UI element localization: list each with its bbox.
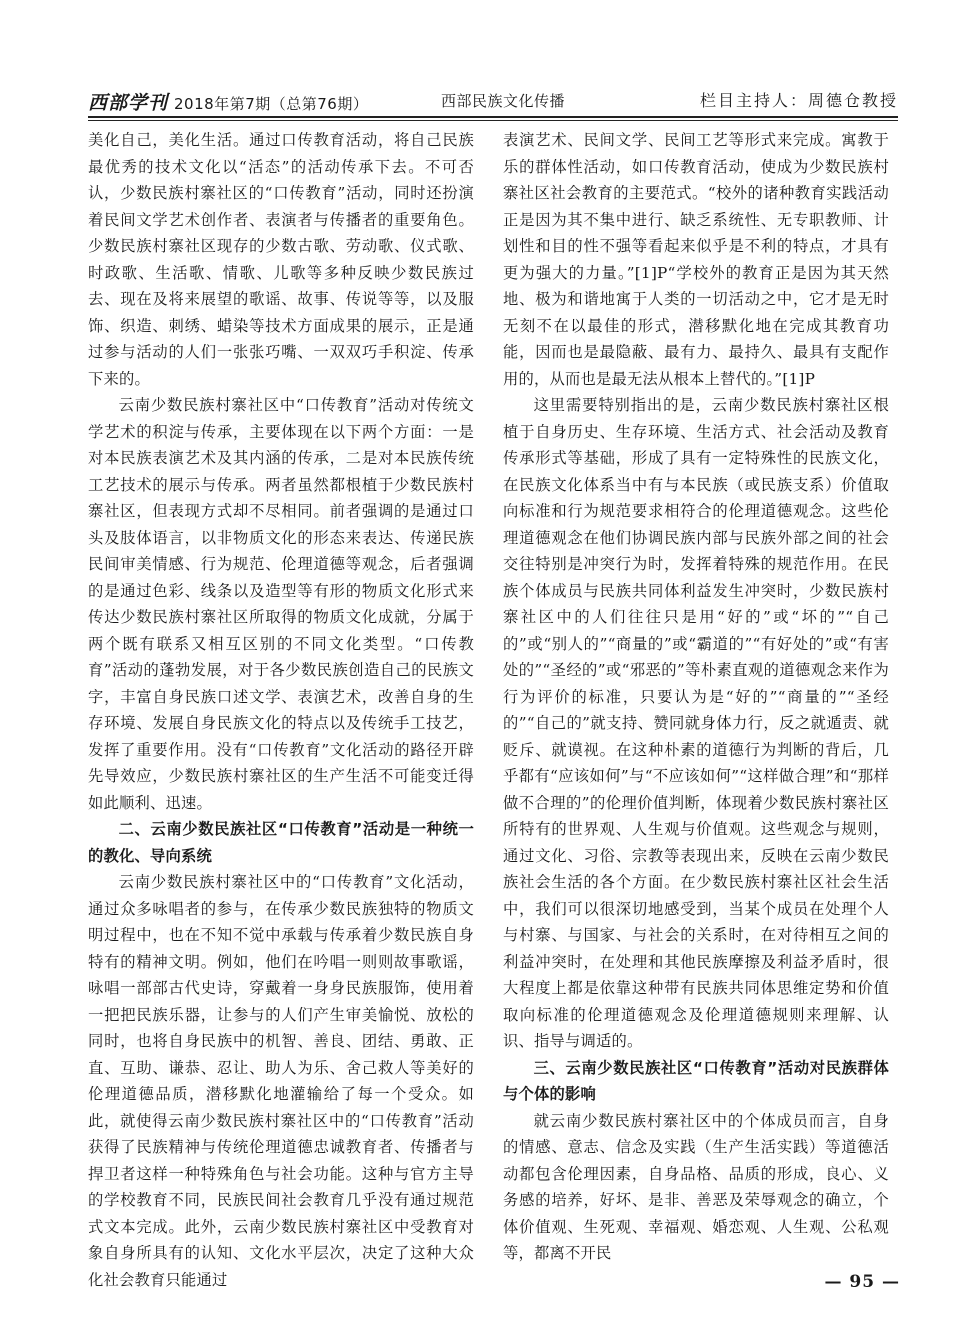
column-host: 栏目主持人：周德仓教授 <box>699 91 898 110</box>
paragraph: 这里需要特别指出的是，云南少数民族村寨社区根植于自身历史、生存环境、生活方式、社会活动及教育传承形式等基础，形成了具有一定特殊性的民族文化，在民族文化体系当中有与本民族（或民族支系）价值取向标准和行为规范要求相符合的伦理道德观念。这些伦理道德观念在他们协调民族内部与民族外部之间的社会交往特别是冲突行为时，发挥着特殊的规范作用。在民族个体成员与民族共同体利益发生冲突时，少数民族村寨社区中的人们往往只是用“好的”或“坏的”“自己的”或“别人的”“商量的”或“霸道的”“有好处的”或“有害处的”“圣经的”或“邪恶的”等朴素直观的道德观念来作为行为评价的标准，只要认为是“好的”“商量的”“圣经的”“自己的”就支持、赞同就身体力行，反之就遁责、就贬斥、就谟视。在这种朴素的道德行为判断的背后，几乎都有“应该如何”与“不应该如何”“这样做合理”和“那样做不合理的”的伦理价值判断，体现着少数民族村寨社区所特有的世界观、人生观与价值观。这些观念与规则，通过文化、习俗、宗教等表现出来，反映在云南少数民族社会生活的各个方面。在少数民族村寨社区社会生活中，我们可以很深切地感受到，当某个成员在处理个人与村寨、与国家、与社会的关系时，在对待相互之间的利益冲突时，在处理和其他民族摩擦及利益矛盾时，很大程度上都是依靠这种带有民族共同体思维定势和价值取向标准的伦理道德观念及伦理道德规则来理解、认识、指导与调适的。 <box>503 396 889 1050</box>
section-heading: 二、云南少数民族社区“口传教育”活动是一种统一的教化、导向系统 <box>88 820 474 865</box>
header-rule-thin <box>88 120 898 121</box>
paragraph: 云南少数民族村寨社区中的“口传教育”文化活动，通过众多咏唱者的参与，在传承少数民族独特的物质文明过程中，也在不知不觉中承载与传承着少数民族自身特有的精神文明。例如，他们在吟唱一则则故事歌谣，咏唱一部部古代史诗，穿戴着一身身民族服饰，使用着一把把民族乐器，让参与的人们产生审美愉悦、放松的同时，也将自身民族中的机智、善良、团结、勇敢、正直、互助、谦恭、忍让、助人为乐、舍己救人等美好的伦理道德品质，潜移默化地灌输给了每一个受众。如此，就使得云南少数民族村寨社区中的“口传教育”活动获得了民族精神与传统伦理道德忠诚教育者、传播者与捍卫者这样一种特殊角色与社会功能。这种与官方主导的学校教育不同，民族民间社会教育几乎没有通过规范式文本完成。此外，云南少数民族村寨社区中受教育对象自身所具有的认知、文化水平层次，决定了这种大众化社会教育只能通过 <box>88 873 474 1289</box>
paragraph: 就云南少数民族村寨社区中的个体成员而言，自身的情感、意志、信念及实践（生产生活实践）等道德活动都包含伦理因素，自身品格、品质的形成，良心、义务感的培养，好坏、是非、善恶及荣辱观念的确立，个体价值观、生死观、幸福观、婚恋观、人生观、公私观等，都离不开民 <box>503 1111 889 1262</box>
journal-title: 西部学刊 <box>88 92 169 114</box>
issue-info: 2018年第7期（总第76期） <box>174 95 369 113</box>
right-column <box>503 127 889 1267</box>
page-number: — 95 — <box>824 1272 900 1292</box>
header-left <box>88 88 368 115</box>
column-title: 西部民族文化传播 <box>440 92 565 110</box>
paragraph: 云南少数民族村寨社区中“口传教育”活动对传统文学艺术的积淀与传承，主要体现在以下两个方面：一是对本民族表演艺术及其内涵的传承，二是对本民族传统工艺技术的展示与传承。两者虽然都根植于少数民族村寨社区，但表现方式却不尽相同。前者强调的是通过口头及肢体语言，以非物质文化的形态来表达、传递民族民间审美情感、行为规范、伦理道德等观念，后者强调的是通过色彩、线条以及造型等有形的物质文化形式来传达少数民族村寨社区所取得的物质文化成就，分属于两个既有联系又相互区别的不同文化类型。“口传教育”活动的蓬勃发展，对于各少数民族创造自己的民族文字，丰富自身民族口述文学、表演艺术，改善自身的生存环境、发展自身民族文化的特点以及传统手工技艺，发挥了重要作用。没有“口传教育”文化活动的路径开辟先导效应，少数民族村寨社区的生产生活不可能变迁得如此顺利、迅速。 <box>88 396 474 812</box>
running-header <box>88 86 898 112</box>
paragraph: 美化自己，美化生活。通过口传教育活动，将自己民族最优秀的技术文化以“活态”的活动传承下去。不可否认，少数民族村寨社区的“口传教育”活动，同时还扮演着民间文学艺术创作者、表演者与传播者的重要角色。少数民族村寨社区现存的少数古歌、劳动歌、仪式歌、时政歌、生活歌、情歌、儿歌等多种反映少数民族过去、现在及将来展望的歌谣、故事、传说等等，以及服饰、织造、刺绣、蜡染等技术方面成果的展示，正是通过参与活动的人们一张张巧嘴、一双双巧手积淀、传承下来的。 <box>88 131 474 388</box>
section-heading: 三、云南少数民族社区“口传教育”活动对民族群体与个体的影响 <box>503 1058 889 1103</box>
paragraph: 表演艺术、民间文学、民间工艺等形式来完成。寓教于乐的群体性活动，如口传教育活动，使成为少数民族村寨社区社会教育的主要范式。“校外的诸种教育实践活动正是因为其不集中进行、缺乏系统性、无专职教师、计划性和目的性不强等看起来似乎是不利的特点，才具有更为强大的力量。”[1]P“学校外的教育正是因为其天然地、极为和谐地寓于人类的一切活动之中，它才是无时无刻不在以最佳的形式，潜移默化地在完成其教育功能，因而也是最隐蔽、最有力、最持久、最具有支配作用的，从而也是最无法从根本上替代的。”[1]P <box>503 131 889 388</box>
left-column <box>88 127 474 1293</box>
header-rule <box>88 116 898 118</box>
